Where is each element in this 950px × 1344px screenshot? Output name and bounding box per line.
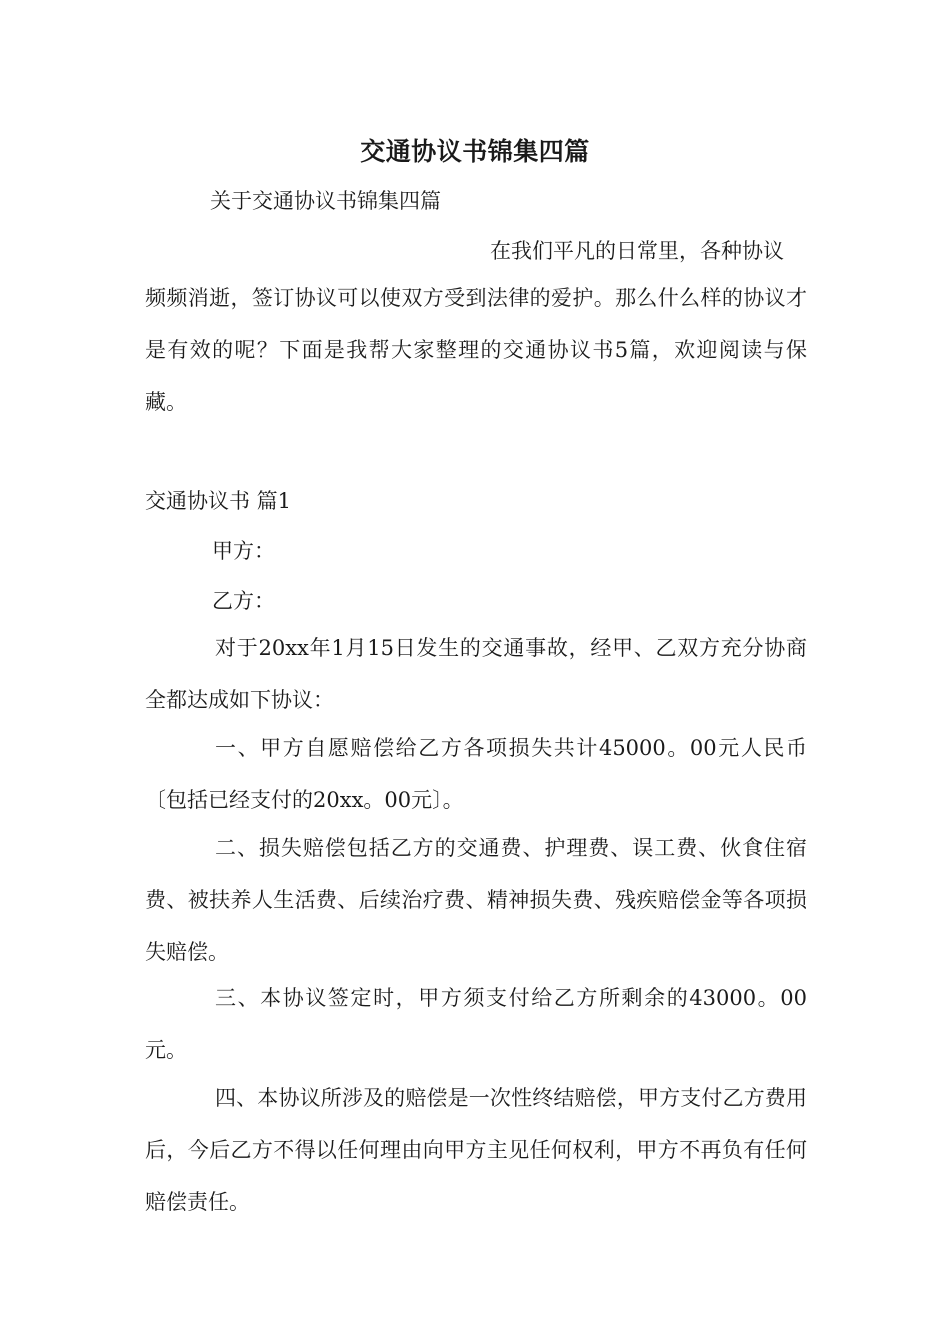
clause-three: 三、本协议签定时，甲方须支付给乙方所剩余的43000。00元。	[145, 986, 807, 1062]
clause-two: 二、损失赔偿包括乙方的交通费、护理费、误工费、伙食住宿费、被扶养人生活费、后续治疗费、精神损失费、残疾赔偿金等各项损失赔偿。	[145, 836, 807, 964]
section-heading: 交通协议书 篇1	[145, 489, 292, 513]
document-subtitle: 关于交通协议书锦集四篇	[210, 189, 441, 213]
party-a-label: 甲方：	[212, 539, 275, 563]
clause-one: 一、甲方自愿赔偿给乙方各项损失共计45000。00元人民币〔包括已经支付的20xx。00元〕。	[145, 736, 807, 812]
paragraph-accident: 对于20xx年1月15日发生的交通事故，经甲、乙双方充分协商全都达成如下协议：	[145, 636, 807, 712]
document-title: 交通协议书锦集四篇	[360, 137, 590, 166]
clause-four: 四、本协议所涉及的赔偿是一次性终结赔偿，甲方支付乙方费用后，今后乙方不得以任何理由向甲方主见任何权利，甲方不再负有任何赔偿责任。	[145, 1086, 807, 1214]
intro-paragraph: 频频消逝，签订协议可以使双方受到法律的爱护。那么什么样的协议才是有效的呢？下面是我帮大家整理的交通协议书5篇，欢迎阅读与保藏。	[145, 286, 807, 414]
intro-first-line: 在我们平凡的日常里，各种协议	[490, 239, 784, 263]
party-b-label: 乙方：	[212, 589, 275, 613]
